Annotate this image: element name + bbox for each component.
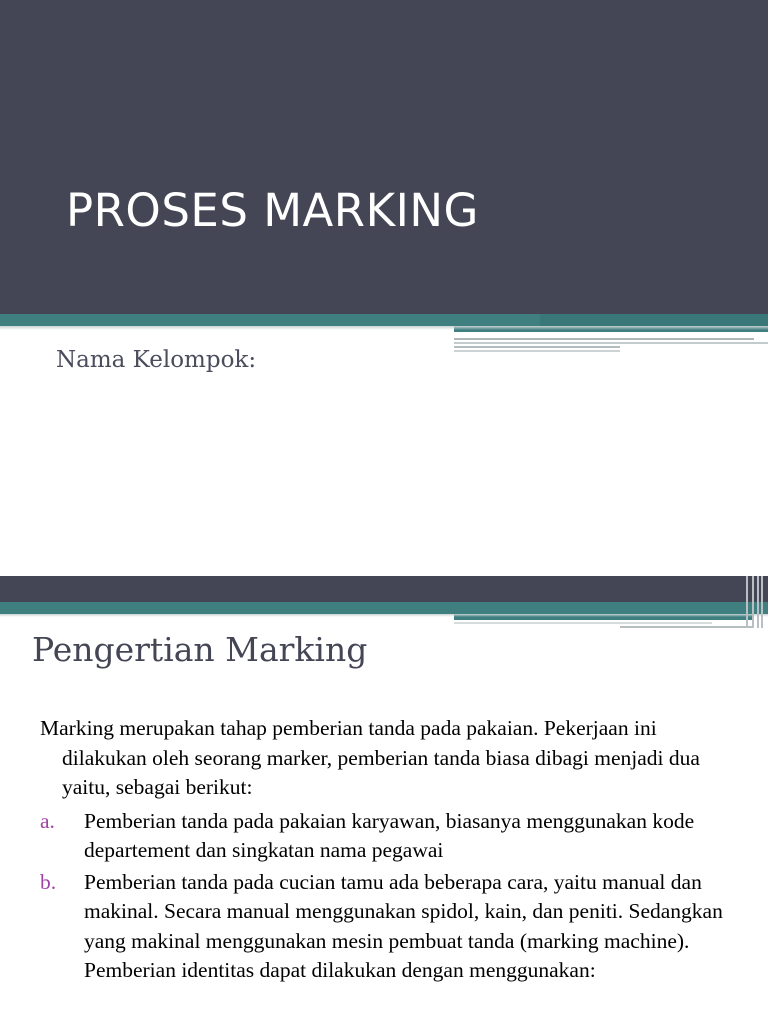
accent-band-shadow [0,614,768,617]
decorative-line [454,350,620,352]
decorative-line [454,342,768,344]
title-slide-header-band [0,0,768,314]
accent-band-shadow [0,326,768,330]
decorative-line [454,346,620,348]
decorative-line [454,338,754,340]
decorative-line [454,622,712,624]
list-item-text: Pemberian tanda pada pakaian karyawan, biasanya menggunakan kode departement dan singkatan nama pegawai [84,808,695,862]
decorative-vertical-lines [746,576,766,628]
slide-title: PROSES MARKING [66,184,479,237]
list-marker: b. [40,869,57,894]
decorative-line [454,334,712,336]
list-item [40,868,730,986]
intro-paragraph: Marking merupakan tahap pemberian tanda pada pakaian. Pekerjaan ini dilakukan oleh seorang marker, pemberian tanda biasa dibagi menjadi dua yaitu, sebagai berikut: [40,716,700,799]
content-slide-header-band [0,576,768,602]
slide-title: Pengertian Marking [32,630,368,669]
marking-list [40,807,730,986]
list-item [40,807,730,866]
list-marker: a. [40,808,55,833]
slide-subtitle: Nama Kelompok: [56,347,257,373]
decorative-line [620,626,754,628]
slide-body [40,714,730,988]
content-slide [0,576,768,1024]
list-item-text: Pemberian tanda pada cucian tamu ada beberapa cara, yaitu manual dan makinal. Secara manual menggunakan spidol, kain, dan peniti. Sedangkan yang makinal menggunakan mesin pembuat tanda (marking machine). Pemberian identitas dapat dilakukan dengan menggunakan: [84,869,723,982]
